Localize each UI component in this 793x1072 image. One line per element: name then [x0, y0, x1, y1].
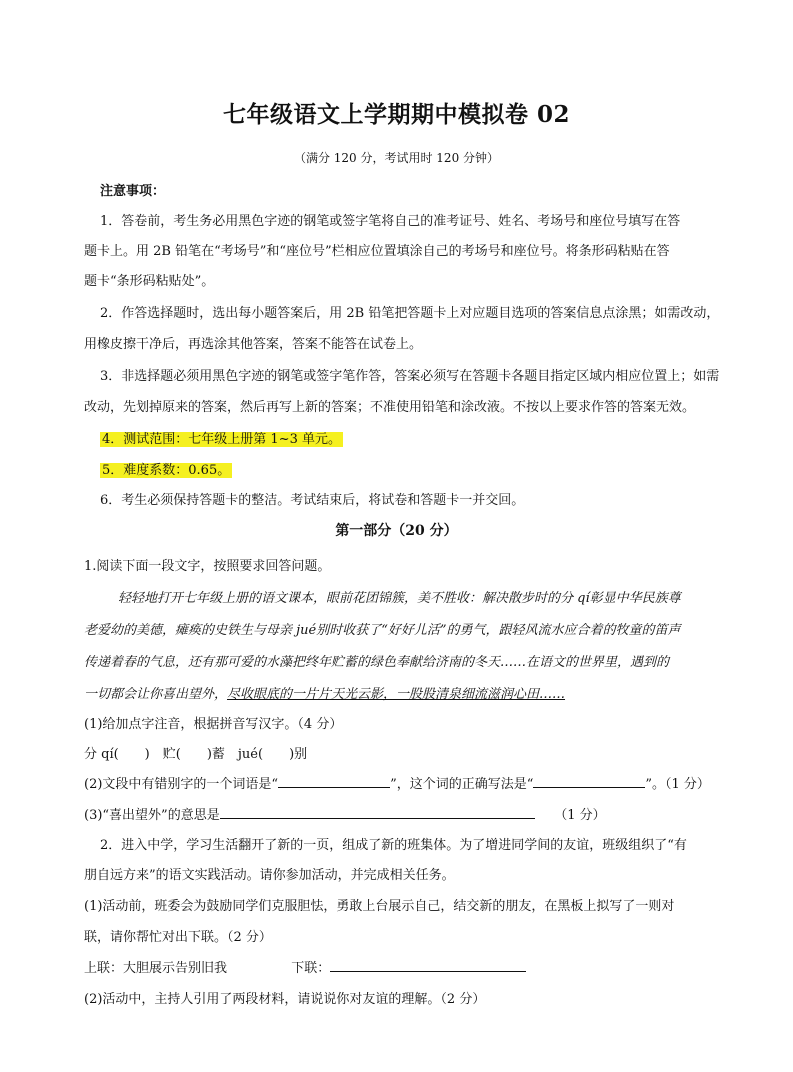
- note-4: [100, 428, 740, 447]
- q1-sub2-blank-1[interactable]: [278, 773, 390, 788]
- section-heading: 第一部分（20 分）: [335, 523, 458, 539]
- q1-passage-line-1: 轻轻地打开七年级上册的语文课本，眼前花团锦簇，美不胜收：解决散步时的分 qí彰显中华民族尊: [118, 591, 681, 606]
- note-5: [100, 459, 740, 478]
- q1-sub3-score: （1 分）: [560, 808, 606, 823]
- page-subtitle: （满分 120 分，考试用时 120 分钟）: [293, 151, 500, 165]
- q1-sub3: [84, 804, 724, 823]
- couplet-lower-label: 下联：: [291, 961, 331, 976]
- note-4-highlight: 4．测试范围：七年级上册第 1~3 单元。: [102, 432, 341, 447]
- note-1-line-2: 题卡上。用 2B 铅笔在“考场号”和“座位号”栏相应位置填涂自己的考场号和座位号。将条形码粘贴在答: [84, 244, 670, 259]
- note-6: 6．考生必须保持答题卡的整洁。考试结束后，将试卷和答题卡一并交回。: [100, 493, 525, 508]
- q1-stem: 1.阅读下面一段文字，按照要求回答问题。: [84, 559, 331, 574]
- couplet-upper: 上联：大胆展示告别旧我: [84, 961, 228, 976]
- notes-heading: 注意事项：: [100, 184, 166, 199]
- q2-sub1-line-1: (1)活动前，班委会为鼓励同学们克服胆怯，勇敢上台展示自己，结交新的朋友，在黑板上拟写了一则对: [84, 899, 675, 914]
- note-2-line-1: 2．作答选择题时，选出每小题答案后，用 2B 铅笔把答题卡上对应题目选项的答案信息点涂黑；如需改动，: [100, 306, 720, 321]
- q1-sub3-text: (3)“喜出望外”的意思是: [84, 808, 220, 823]
- q1-passage-line-4: [84, 683, 724, 702]
- q1-sub1: (1)给加点字注音，根据拼音写汉字。（4 分）: [84, 717, 343, 732]
- q2-couplet: [84, 957, 724, 976]
- q1-passage-plain: 一切都会让你喜出望外，: [84, 687, 228, 702]
- q2-sub1-line-2: 联，请你帮忙对出下联。（2 分）: [84, 930, 272, 945]
- q1-passage-line-2: 老爱幼的美德，瘫痪的史铁生与母亲 jué别时收获了“好好儿活”的勇气，跟轻风流水应合着的牧童的笛声: [84, 623, 681, 638]
- q2-stem-line-2: 朋自远方来”的语文实践活动。请你参加活动，并完成相关任务。: [84, 868, 455, 883]
- q1-sub2-text-b: ”，这个词的正确写法是“: [390, 777, 534, 792]
- note-5-highlight: 5．难度系数：0.65。: [102, 463, 231, 478]
- q1-sub2-text-a: (2)文段中有错别字的一个词语是“: [84, 777, 279, 792]
- q2-sub2: (2)活动中，主持人引用了两段材料，请说说你对友谊的理解。（2 分）: [84, 992, 486, 1007]
- q1-sub2-text-c: ”。（1 分）: [645, 777, 710, 792]
- q1-sub2: [84, 773, 724, 792]
- note-1-line-3: 题卡“条形码粘贴处”。: [84, 274, 215, 289]
- note-1-line-1: 1．答卷前，考生务必用黑色字迹的钢笔或签字笔将自己的准考证号、姓名、考场号和座位号填写在答: [100, 214, 681, 229]
- page-title: 七年级语文上学期期中模拟卷 02: [222, 101, 570, 128]
- q1-sub3-blank[interactable]: [220, 804, 535, 819]
- q1-passage-underlined: 尽收眼底的一片片天光云影，一股股清泉细流滋润心田……: [227, 687, 566, 702]
- note-3-line-2: 改动，先划掉原来的答案，然后再写上新的答案；不准使用铅笔和涂改液。不按以上要求作答的答案无效。: [84, 400, 696, 415]
- q1-sub1-items: 分 qí( ) 贮( )蓄 jué( )别: [84, 747, 308, 762]
- q1-passage-line-3: 传递着春的气息，还有那可爱的水藻把终年贮蓄的绿色奉献给济南的冬天……在语文的世界里，遇到的: [84, 655, 670, 670]
- note-3-line-1: 3．非选择题必须用黑色字迹的钢笔或签字笔作答，答案必须写在答题卡各题目指定区域内相应位置上；如需: [100, 369, 720, 384]
- q2-stem-line-1: 2．进入中学，学习生活翻开了新的一页，组成了新的班集体。为了增进同学间的友谊，班级组织了“有: [100, 838, 687, 853]
- couplet-lower-blank[interactable]: [330, 957, 526, 972]
- q1-sub2-blank-2[interactable]: [533, 773, 645, 788]
- note-2-line-2: 用橡皮擦干净后，再选涂其他答案，答案不能答在试卷上。: [84, 337, 423, 352]
